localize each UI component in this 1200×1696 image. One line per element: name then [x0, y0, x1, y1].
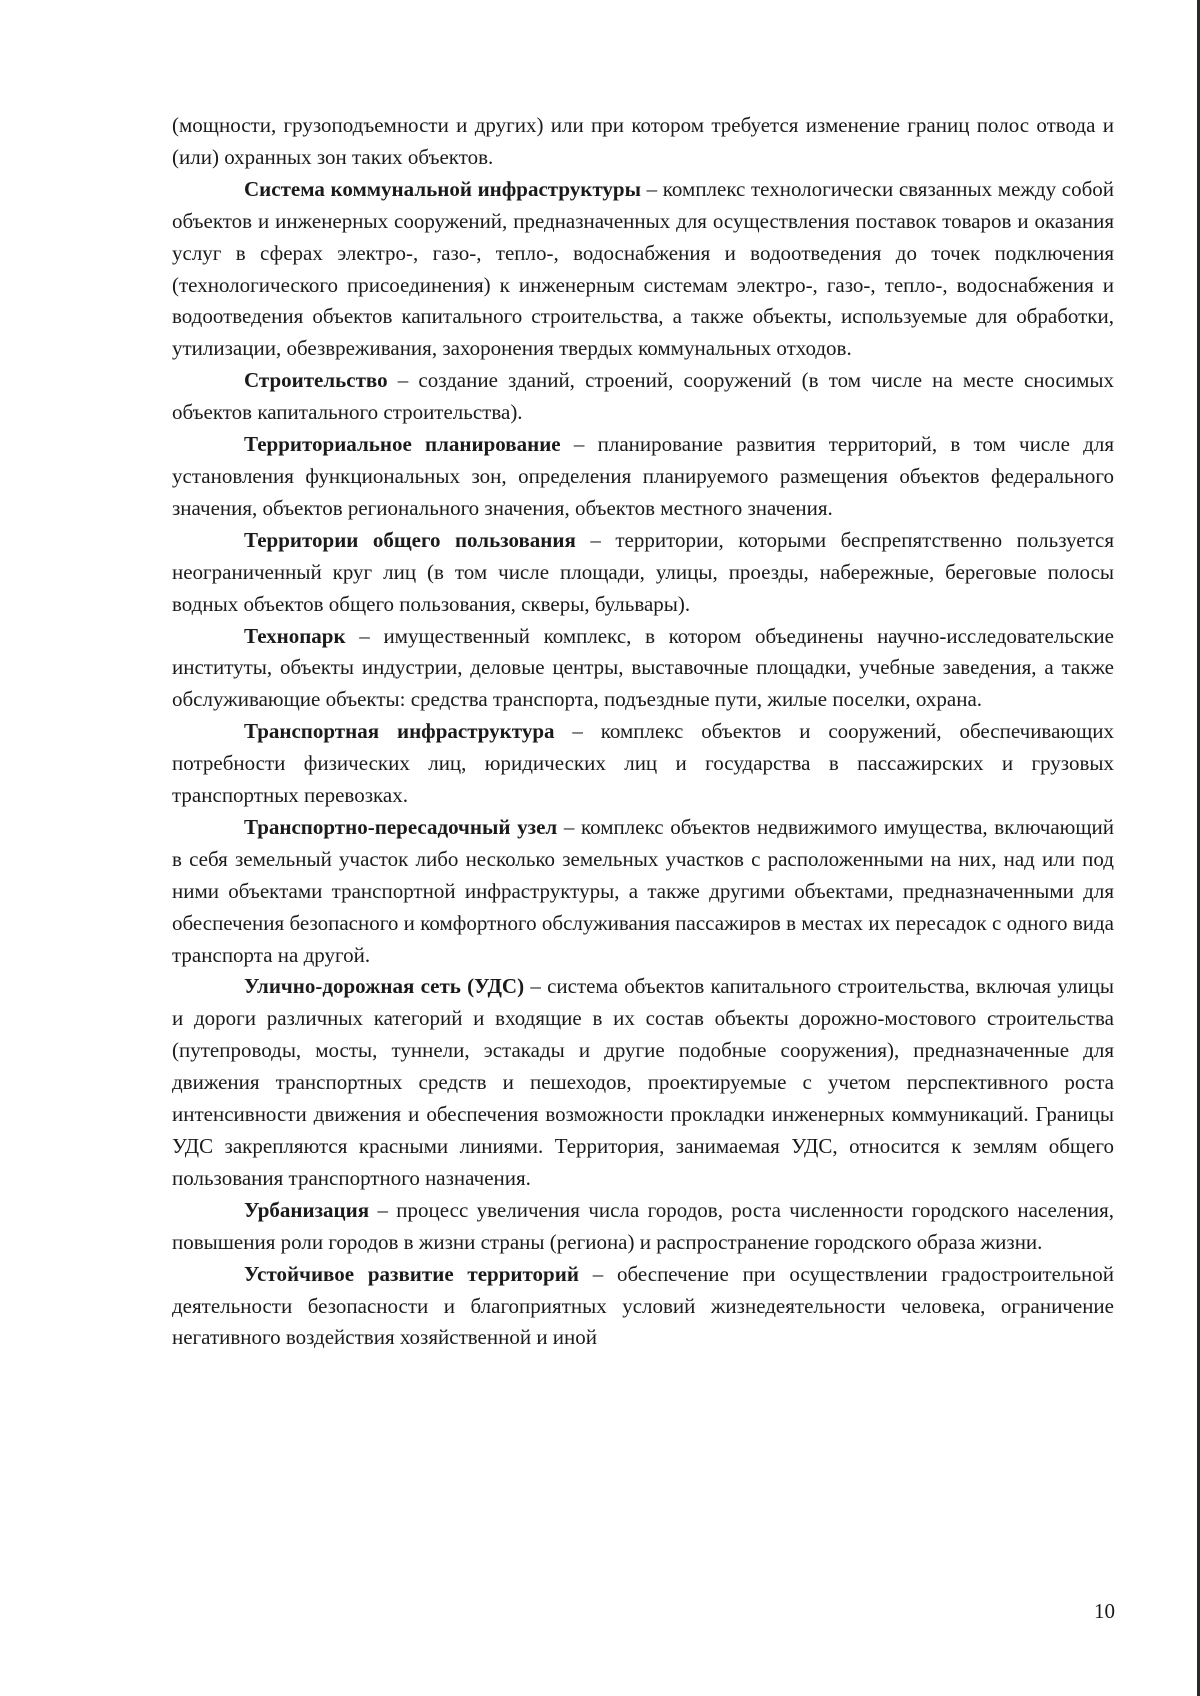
definition-term: Урбанизация — [244, 1197, 370, 1222]
definition-technopark — [172, 621, 1114, 717]
definition-term: Технопарк — [244, 623, 346, 648]
definition-text: – комплекс объектов недвижимого имущества, включающий в себя земельный участок либо несколько земельных участков с расположенными на них, над или под ними объектами транспортной инфраструктуры, а также другими объектами, предназначенными для обеспечения безопасного и комфортного обслуживания пассажиров в местах их пересадок с одного вида транспорта на другой. — [172, 814, 1115, 967]
paragraph-continuation — [172, 110, 1114, 174]
definition-text: – комплекс объектов и сооружений, обеспечивающих потребности физических лиц, юридических лиц и государства в пассажирских и грузовых транспортных перевозках. — [172, 719, 1114, 808]
definition-text: – планирование развития территорий, в том числе для установления функциональных зон, определения планируемого размещения объектов федерального значения, объектов регионального значения, объектов местного значения. — [172, 432, 1114, 520]
definition-term: Территории общего пользования — [244, 527, 576, 552]
definition-term: Транспортно-пересадочный узел — [244, 814, 558, 839]
paragraph-text: (мощности, грузоподъемности и других) или при котором требуется изменение границ полос отвода и (или) охранных зон таких объектов. — [172, 113, 1114, 169]
definition-transport-hub — [172, 812, 1114, 972]
definition-communal-infrastructure — [172, 174, 1114, 365]
definition-term: Транспортная инфраструктура — [244, 719, 555, 744]
definition-public-territories — [172, 525, 1114, 621]
definition-text: – обеспечение при осуществлении градостроительной деятельности безопасности и благоприятных условий жизнедеятельности человека, ограничение негативного воздействия хозяйственной и иной — [172, 1261, 1114, 1350]
definition-transport-infrastructure — [172, 716, 1114, 812]
definition-text: – процесс увеличения числа городов, роста численности городского населения, повышения роли городов в жизни страны (региона) и распространение городского образа жизни. — [172, 1197, 1114, 1254]
definition-construction — [172, 365, 1114, 429]
document-body — [172, 110, 1114, 1354]
definition-text: – комплекс технологически связанных между собой объектов и инженерных сооружений, предназначенных для осуществления поставок товаров и оказания услуг в сферах электро-, газо-, тепло-, водоснабжения и водоотведения до точек подключения (технологического присоединения) к инженерным системам электро-, газо-, тепло-, водоснабжения и водоотведения объектов капитального строительства, а также объекты, используемые для обработки, утилизации, обезвреживания, захоронения твердых коммунальных отходов. — [172, 176, 1114, 361]
definition-sustainable-development — [172, 1259, 1114, 1355]
definition-text: – имущественный комплекс, в котором объединены научно-исследовательские институты, объекты индустрии, деловые центры, выставочные площадки, учебные заведения, а также обслуживающие объекты: средства транспорта, подъездные пути, жилые поселки, охрана. — [172, 623, 1114, 712]
definition-territorial-planning — [172, 429, 1114, 525]
definition-street-road-network — [172, 971, 1114, 1194]
page-number: 10 — [1094, 1599, 1115, 1623]
definition-text: – система объектов капитального строительства, включая улицы и дороги различных категорий и входящие в их состав объекты дорожно-мостового строительства (путепроводы, мосты, туннели, эстакады и другие подобные сооружения), предназначенные для движения транспортных средств и пешеходов, проектируемые с учетом перспективного роста интенсивности движения и обеспечения возможности прокладки инженерных коммуникаций. Границы УДС закрепляются красными линиями. Территория, занимаемая УДС, относится к землям общего пользования транспортного назначения. — [172, 974, 1114, 1190]
definition-term: Устойчивое развитие территорий — [244, 1261, 579, 1286]
definition-term: Строительство — [244, 368, 388, 393]
definition-term: Улично-дорожная сеть (УДС) — [244, 974, 525, 999]
definition-term: Территориальное планирование — [244, 432, 561, 457]
definition-text: – создание зданий, строений, сооружений (в том числе на месте сносимых объектов капитального строительства). — [172, 368, 1114, 425]
definition-text: – территории, которыми беспрепятственно пользуется неограниченный круг лиц (в том числе площади, улицы, проезды, набережные, береговые полосы водных объектов общего пользования, скверы, бульвары). — [172, 527, 1115, 616]
definition-term: Система коммунальной инфраструктуры — [244, 176, 641, 201]
definition-urbanization — [172, 1195, 1114, 1259]
